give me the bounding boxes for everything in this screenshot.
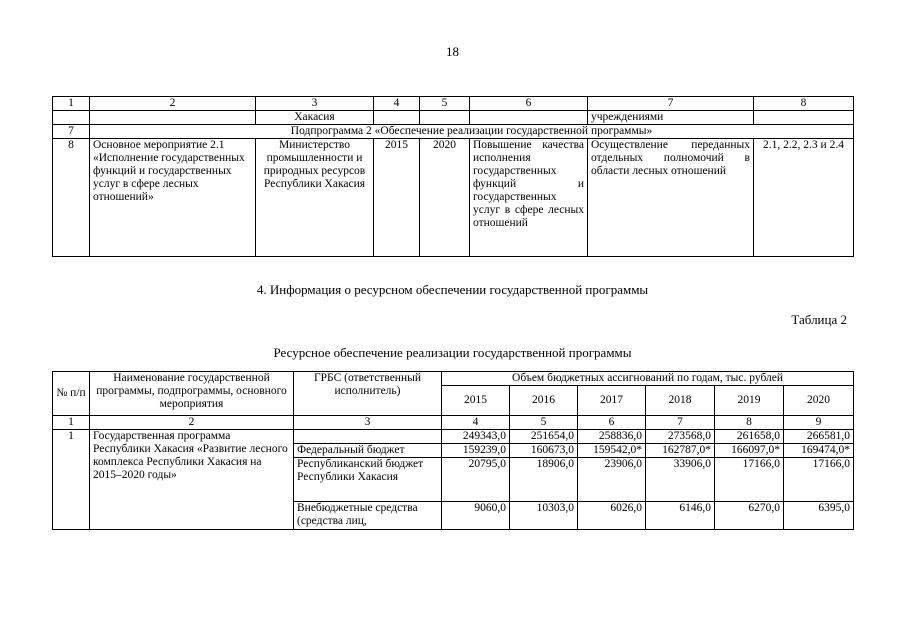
table-label: Таблица 2 [791,312,847,327]
value-cell: 17166,0 [784,458,854,502]
funding-source: Внебюджетные средства (средства лиц, [294,502,442,530]
subprogram-title: Подпрограмма 2 «Обеспечение реализации государственной программы» [90,125,854,139]
value-cell: 33906,0 [646,458,715,502]
risks-cont: учреждениями [588,111,754,125]
year-header: 2020 [784,386,854,416]
column-numbers-row [53,416,854,430]
funding-source: Республиканский бюджет Республики Хакасия [294,458,442,502]
col-num: 8 [754,97,854,111]
table-title: Ресурсное обеспечение реализации государственной программы [273,345,632,360]
header-num: № п/п [53,372,90,416]
value-cell: 6270,0 [715,502,784,530]
empty-cell [90,111,256,125]
year-header: 2017 [578,386,646,416]
program-name: Государственная программа Республики Хакасия «Развитие лесного комплекса Республики Хакасия на 2015–2020 годы» [90,430,294,530]
value-cell: 17166,0 [715,458,784,502]
col-num: 3 [256,97,374,111]
year-header: 2018 [646,386,715,416]
row-num: 8 [53,139,90,257]
header-name: Наименование государственной программы, подпрограммы, основного мероприятия [90,372,294,416]
col-num: 8 [715,416,784,430]
program-activities-table [52,96,854,257]
col-num: 2 [90,416,294,430]
risks: Осуществление переданных отдельных полномочий в области лесных отношений [588,139,754,257]
year-header: 2015 [442,386,510,416]
value-cell: 10303,0 [510,502,578,530]
value-cell: 261658,0 [715,430,784,444]
year-header: 2019 [715,386,784,416]
executor-cont: Хакасия [256,111,374,125]
page-number: 18 [446,44,459,59]
col-num: 3 [294,416,442,430]
value-cell: 160673,0 [510,444,578,458]
col-num: 6 [578,416,646,430]
table-row [53,430,854,444]
row-num: 1 [53,430,90,530]
empty-cell [754,111,854,125]
col-num: 7 [588,97,754,111]
value-cell: 251654,0 [510,430,578,444]
col-num: 7 [646,416,715,430]
funding-source: Федеральный бюджет [294,444,442,458]
value-cell: 258836,0 [578,430,646,444]
value-cell: 159239,0 [442,444,510,458]
value-cell: 6395,0 [784,502,854,530]
empty-cell [374,111,420,125]
start-year: 2015 [374,139,420,257]
subprogram-row [53,125,854,139]
empty-cell [470,111,588,125]
value-cell: 159542,0* [578,444,646,458]
end-year: 2020 [420,139,470,257]
col-num: 2 [90,97,256,111]
col-num: 4 [442,416,510,430]
value-cell: 6146,0 [646,502,715,530]
value-cell: 18906,0 [510,458,578,502]
col-num: 9 [784,416,854,430]
continuation-row [53,111,854,125]
value-cell: 273568,0 [646,430,715,444]
header-grbs: ГРБС (ответственный исполнитель) [294,372,442,416]
empty-cell [53,111,90,125]
value-cell: 6026,0 [578,502,646,530]
header-volume: Объем бюджетных ассигнований по годам, тыс. рублей [442,372,854,386]
col-num: 5 [420,97,470,111]
value-cell: 169474,0* [784,444,854,458]
col-num: 6 [470,97,588,111]
col-num: 1 [53,97,90,111]
value-cell: 166097,0* [715,444,784,458]
section-title: 4. Информация о ресурсном обеспечении государственной программы [256,282,649,297]
col-num: 1 [53,416,90,430]
indicators: 2.1, 2.2, 2.3 и 2.4 [754,139,854,257]
value-cell: 249343,0 [442,430,510,444]
expected-result: Повышение качества исполнения государственных функций и государственных услуг в сфере лесных отношений [470,139,588,257]
value-cell: 20795,0 [442,458,510,502]
column-numbers-row [53,97,854,111]
value-cell: 162787,0* [646,444,715,458]
table-row [53,139,854,257]
row-num: 7 [53,125,90,139]
value-cell: 266581,0 [784,430,854,444]
empty-cell [420,111,470,125]
col-num: 4 [374,97,420,111]
year-header: 2016 [510,386,578,416]
funding-source [294,430,442,444]
col-num: 5 [510,416,578,430]
value-cell: 23906,0 [578,458,646,502]
executor: Министерство промышленности и природных ресурсов Республики Хакасия [256,139,374,257]
resource-table [52,371,854,530]
activity-name: Основное мероприятие 2.1 «Исполнение государственных функций и государственных услуг в сфере лесных отношений» [90,139,256,257]
header-row [53,372,854,386]
value-cell: 9060,0 [442,502,510,530]
